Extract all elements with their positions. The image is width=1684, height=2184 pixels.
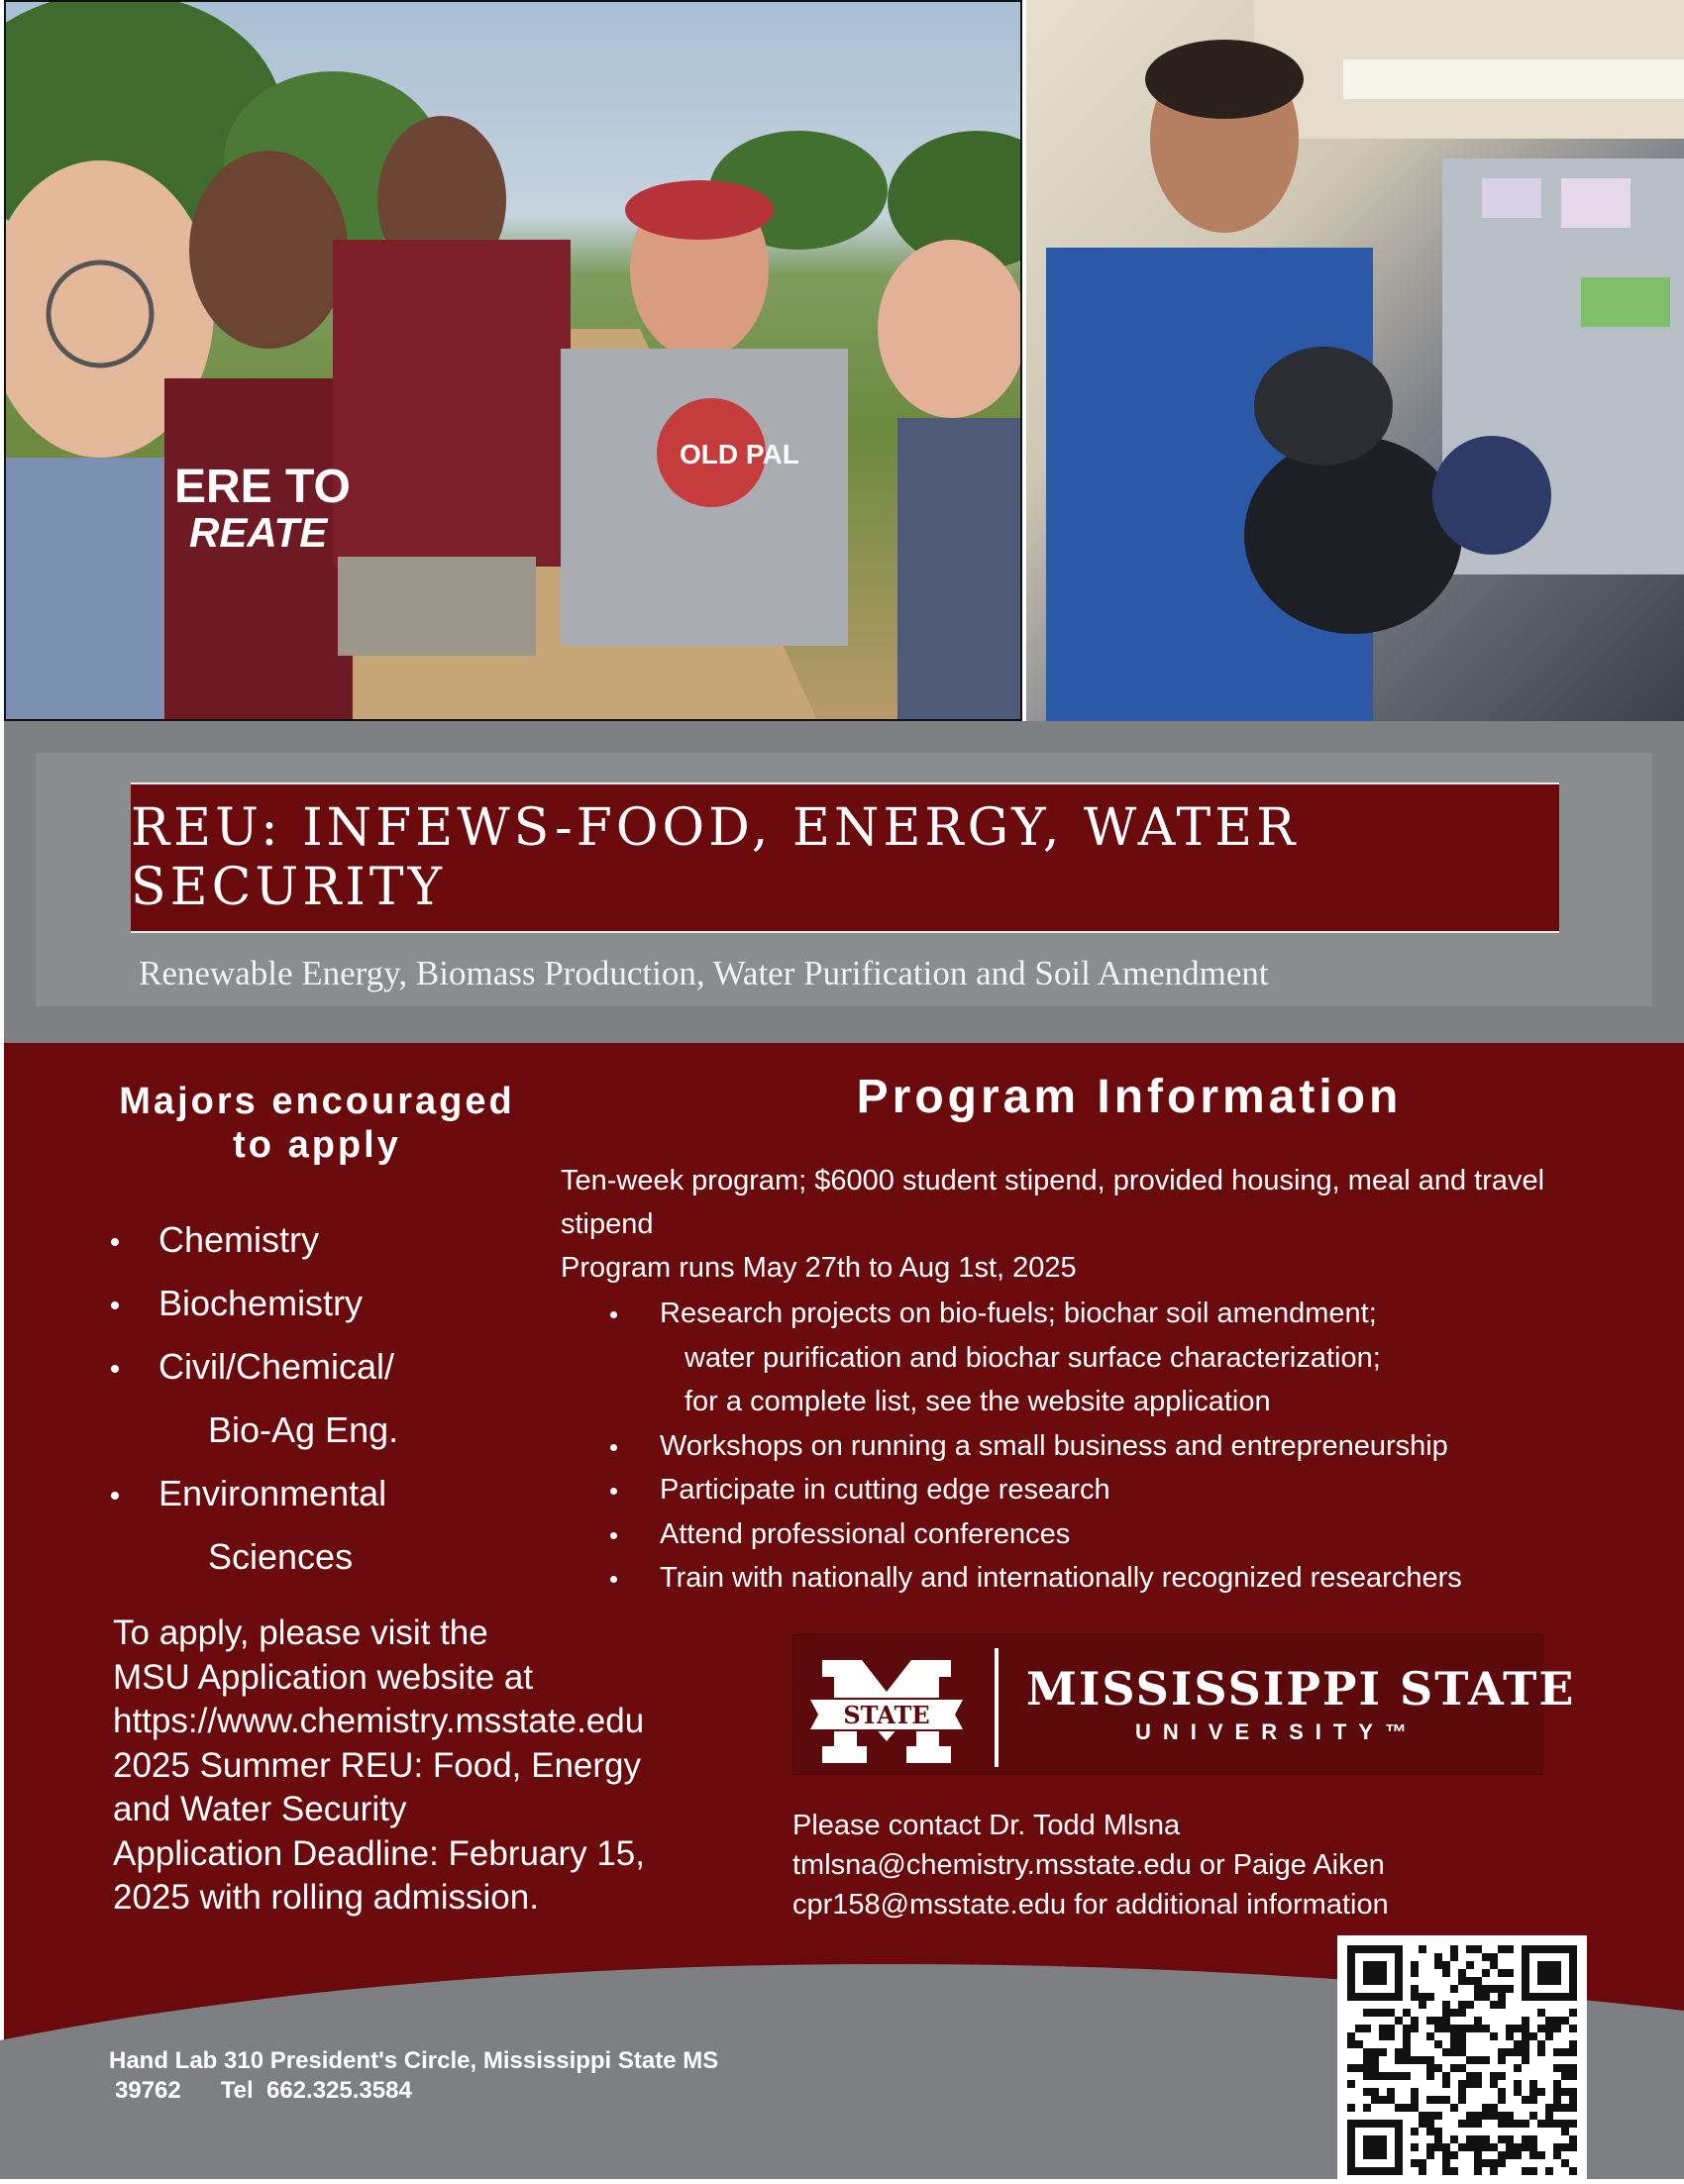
apply-line: To apply, please visit the (113, 1613, 488, 1652)
major-label: Biochemistry (158, 1283, 364, 1323)
title-bar (131, 782, 1559, 933)
qr-code[interactable] (1337, 1935, 1587, 2179)
program-dates: Program runs May 27th to Aug 1st, 2025 (561, 1252, 1077, 1284)
list-item (561, 1292, 1462, 1336)
program-stipend-cont: stipend (561, 1208, 654, 1240)
list-item-continuation (561, 1336, 1462, 1381)
lab-photo-illustration (1026, 0, 1684, 721)
contact-email-line[interactable]: cpr158@msstate.edu for additional information (792, 1889, 1389, 1921)
bullet-text: water purification and biochar surface characterization; (684, 1341, 1381, 1374)
address-phone-line: 39762 Tel 662.325.3584 (115, 2077, 412, 2104)
majors-list (99, 1213, 398, 1594)
tshirt-text-1: ERE TO (174, 461, 351, 513)
contact-email-line[interactable]: tmlsna@chemistry.msstate.edu or Paige Aiken (792, 1849, 1385, 1881)
bullet-icon (610, 1488, 617, 1495)
apply-deadline: 2025 with rolling admission. (113, 1878, 539, 1917)
program-heading: Program Information (856, 1071, 1403, 1123)
university-name: MISSISSIPPI STATE (1026, 1662, 1576, 1716)
bullet-text: Train with nationally and internationally recognized researchers (660, 1562, 1462, 1594)
address (109, 2046, 718, 2106)
bullet-text: for a complete list, see the website application (684, 1386, 1271, 1417)
group-photo (4, 0, 1022, 721)
contact-line: Please contact Dr. Todd Mlsna (792, 1810, 1181, 1841)
apply-line: and Water Security (113, 1790, 407, 1828)
apply-line: 2025 Summer REU: Food, Energy (113, 1745, 642, 1785)
apply-line: MSU Application website at (113, 1657, 534, 1697)
major-label: Chemistry (158, 1219, 320, 1260)
bullet-text: Participate in cutting edge research (660, 1474, 1110, 1506)
bullet-icon (610, 1532, 617, 1539)
bullet-icon (610, 1311, 617, 1318)
program-stipend: Ten-week program; $6000 student stipend, provided housing, meal and travel (561, 1165, 1545, 1196)
logo-divider (995, 1648, 999, 1767)
list-item (561, 1468, 1462, 1512)
contact-info (792, 1806, 1545, 1924)
list-item (561, 1424, 1462, 1469)
list-item (561, 1556, 1462, 1601)
bullet-text: Attend professional conferences (660, 1517, 1071, 1550)
program-bullets (561, 1292, 1462, 1601)
list-item-continuation (99, 1530, 398, 1594)
bullet-icon (111, 1365, 119, 1373)
tshirt-text-2: REATE (189, 509, 328, 556)
majors-heading-line-1: Majors encouraged (119, 1081, 515, 1122)
major-label: Bio-Ag Eng. (208, 1409, 399, 1450)
msu-m-logo-icon (802, 1652, 971, 1771)
bullet-icon (610, 1576, 617, 1583)
list-item (99, 1213, 398, 1277)
list-item-continuation (99, 1404, 398, 1467)
application-website-link[interactable]: https://www.chemistry.msstate.edu (113, 1702, 645, 1740)
bullet-text: Workshops on running a small business and entrepreneurship (660, 1429, 1448, 1462)
address-line: Hand Lab 310 President's Circle, Mississippi State MS (109, 2047, 719, 2074)
bullet-icon (111, 1492, 119, 1500)
page-title: REU: INFEWS-FOOD, ENERGY, WATER SECURITY (131, 798, 1300, 917)
bullet-icon (111, 1238, 119, 1246)
bullet-icon (111, 1301, 119, 1309)
qr-code-icon (1337, 1935, 1587, 2179)
bullet-text: Research projects on bio-fuels; biochar soil amendment; (660, 1298, 1377, 1329)
logo-badge-text: STATE (843, 1701, 930, 1729)
page-subtitle: Renewable Energy, Biomass Production, Water Purification and Soil Amendment (139, 954, 1269, 992)
bullet-icon (610, 1444, 617, 1451)
major-label: Civil/Chemical/ (158, 1346, 395, 1387)
list-item (99, 1340, 398, 1404)
list-item (99, 1277, 398, 1340)
list-item (561, 1512, 1462, 1557)
major-label: Sciences (208, 1536, 354, 1577)
majors-heading-line-2: to apply (233, 1124, 401, 1166)
list-item (99, 1467, 398, 1530)
apply-instructions (113, 1612, 727, 1921)
apply-deadline: Application Deadline: February 15, (113, 1833, 645, 1873)
majors-heading (99, 1080, 535, 1167)
group-photo-illustration (6, 2, 1022, 721)
tshirt-text-3: OLD PAL (680, 439, 799, 469)
university-sub: UNIVERSITY™ (1135, 1719, 1420, 1744)
lab-photo (1026, 0, 1684, 721)
major-label: Environmental (158, 1473, 387, 1513)
list-item-continuation (561, 1380, 1462, 1424)
